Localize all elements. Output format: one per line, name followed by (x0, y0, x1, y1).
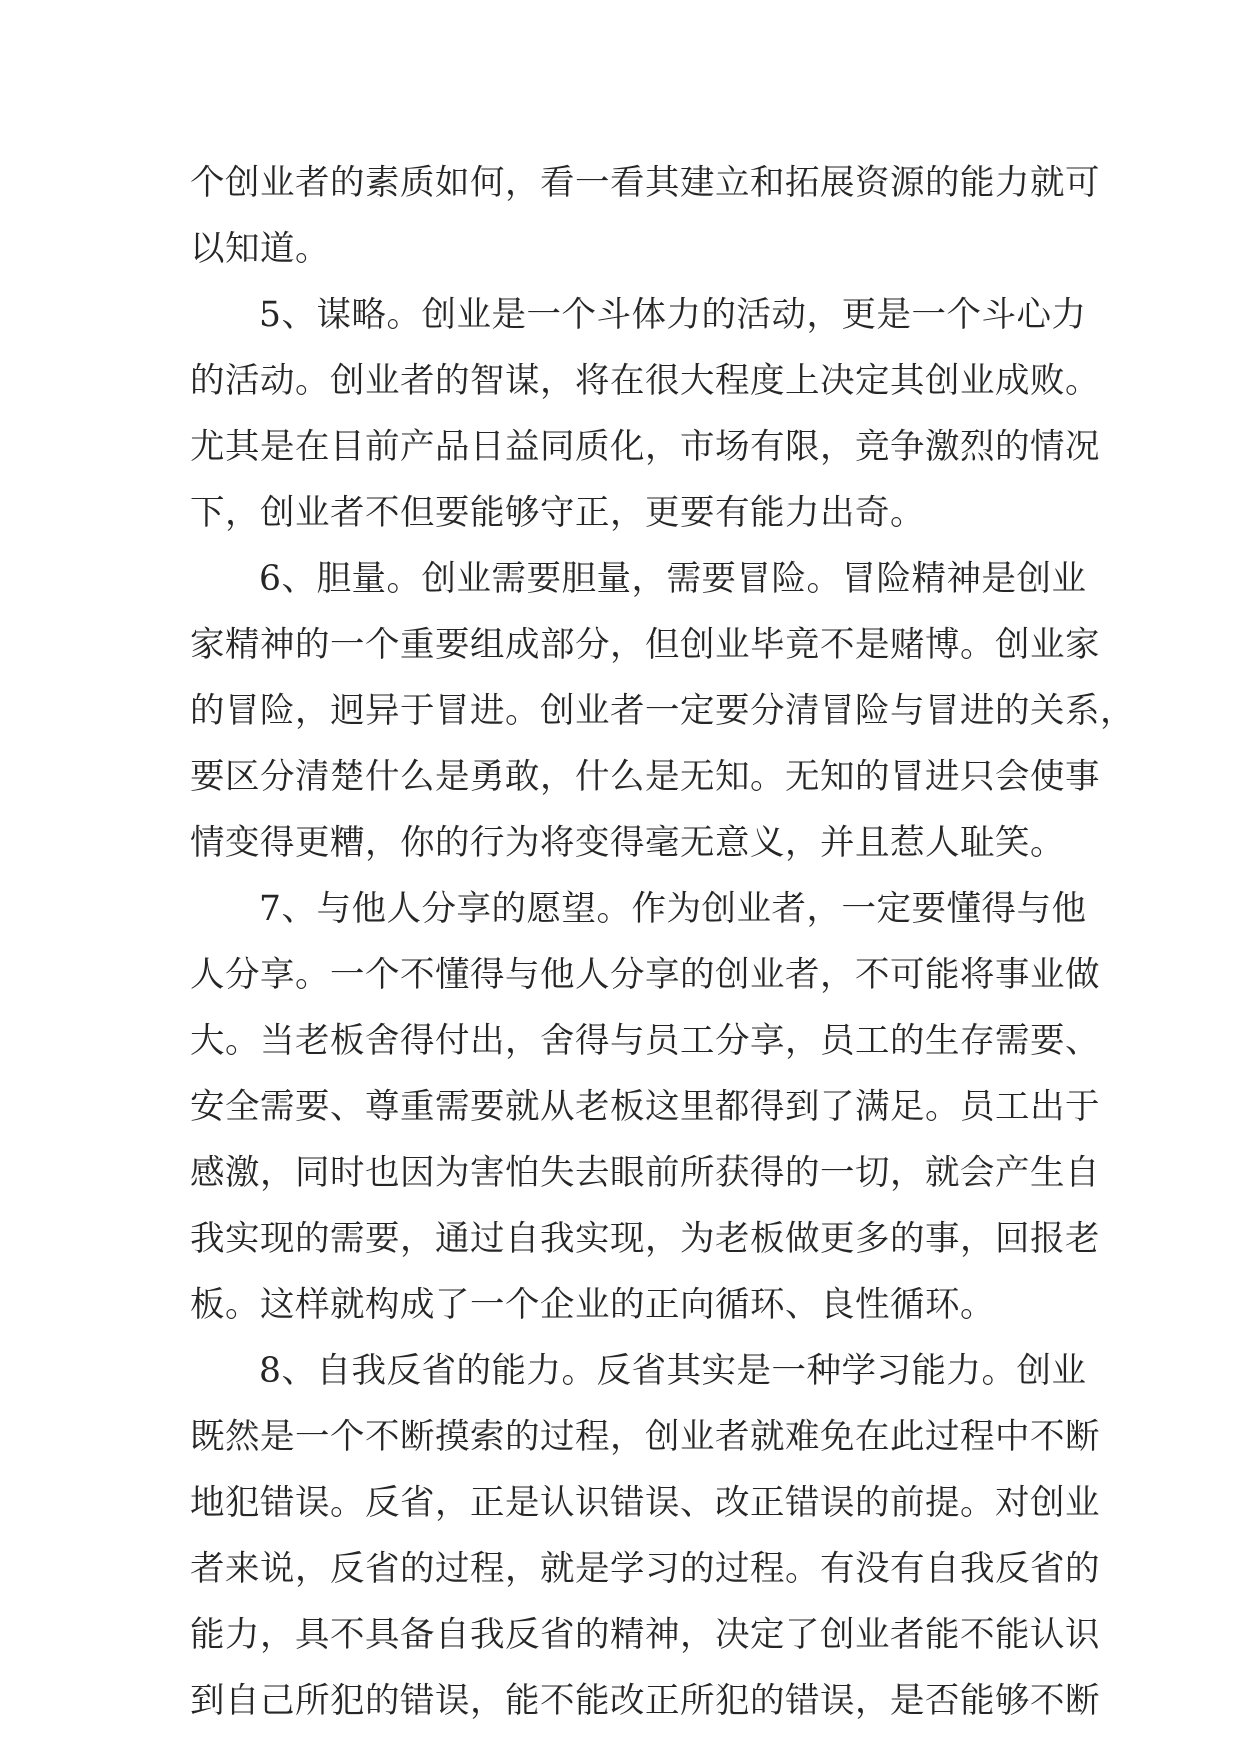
text-line: 者来说，反省的过程，就是学习的过程。有没有自我反省的 (190, 1549, 1100, 1589)
text-line: 能力，具不具备自我反省的精神，决定了创业者能不能认识 (190, 1615, 1100, 1655)
text-line: 感激，同时也因为害怕失去眼前所获得的一切，就会产生自 (190, 1153, 1100, 1193)
text-line: 的活动。创业者的智谋，将在很大程度上决定其创业成败。 (190, 361, 1100, 401)
text-line: 家精神的一个重要组成部分，但创业毕竟不是赌博。创业家 (190, 625, 1100, 665)
text-line: 板。这样就构成了一个企业的正向循环、良性循环。 (190, 1285, 995, 1325)
text-line: 安全需要、尊重需要就从老板这里都得到了满足。员工出于 (190, 1087, 1100, 1127)
text-line: 7、与他人分享的愿望。作为创业者，一定要懂得与他 (259, 889, 1087, 929)
text-line: 人分享。一个不懂得与他人分享的创业者，不可能将事业做 (190, 955, 1100, 995)
text-line: 6、胆量。创业需要胆量，需要冒险。冒险精神是创业 (259, 559, 1087, 599)
text-line: 情变得更糟，你的行为将变得毫无意义，并且惹人耻笑。 (190, 823, 1065, 863)
text-line: 我实现的需要，通过自我实现，为老板做更多的事，回报老 (190, 1219, 1100, 1259)
text-line: 既然是一个不断摸索的过程，创业者就难免在此过程中不断 (190, 1417, 1100, 1457)
text-line: 大。当老板舍得付出，舍得与员工分享，员工的生存需要、 (190, 1021, 1100, 1061)
text-line: 以知道。 (190, 229, 330, 269)
text-line: 要区分清楚什么是勇敢，什么是无知。无知的冒进只会使事 (190, 757, 1100, 797)
text-line: 5、谋略。创业是一个斗体力的活动，更是一个斗心力 (259, 295, 1087, 335)
body-text (190, 150, 1135, 1734)
text-line: 的冒险，迥异于冒进。创业者一定要分清冒险与冒进的关系， (190, 691, 1135, 731)
text-line: 个创业者的素质如何，看一看其建立和拓展资源的能力就可 (190, 163, 1100, 203)
text-line: 地犯错误。反省，正是认识错误、改正错误的前提。对创业 (190, 1483, 1100, 1523)
text-line: 尤其是在目前产品日益同质化，市场有限，竞争激烈的情况 (190, 427, 1100, 467)
text-line: 下，创业者不但要能够守正，更要有能力出奇。 (190, 493, 925, 533)
text-line: 8、自我反省的能力。反省其实是一种学习能力。创业 (259, 1351, 1087, 1391)
text-line: 到自己所犯的错误，能不能改正所犯的错误，是否能够不断 (190, 1681, 1100, 1721)
